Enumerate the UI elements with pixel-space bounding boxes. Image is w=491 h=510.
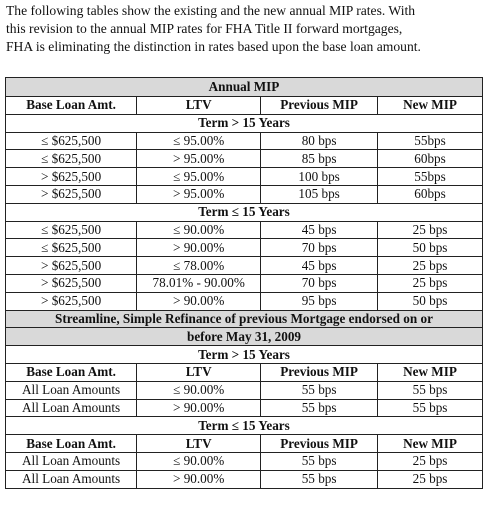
table-cell: ≤ 90.00% [137,381,261,399]
table-cell: 95 bps [261,292,378,310]
table-cell: 70 bps [261,274,378,292]
table-cell: ≤ $625,500 [6,239,137,257]
table-cell: ≤ 90.00% [137,221,261,239]
column-header: Previous MIP [261,363,378,381]
table-cell: > $625,500 [6,257,137,275]
table-cell: 60bps [378,150,483,168]
table-cell: 25 bps [378,257,483,275]
term-header: Term ≤ 15 Years [6,417,483,435]
table-cell: > $625,500 [6,185,137,203]
table-row [6,399,483,417]
table-cell: 55bps [378,168,483,186]
column-header: LTV [137,363,261,381]
table-cell: 45 bps [261,221,378,239]
term-header: Term > 15 Years [6,346,483,364]
table-row [6,381,483,399]
table-cell: > 95.00% [137,185,261,203]
streamline-header: before May 31, 2009 [6,328,483,346]
table-cell: ≤ 95.00% [137,168,261,186]
table-row [6,452,483,470]
table-row [6,150,483,168]
table-cell: 100 bps [261,168,378,186]
table-cell: 55 bps [261,470,378,488]
table-row [6,470,483,488]
table-row [6,168,483,186]
table-cell: All Loan Amounts [6,381,137,399]
table-cell: > $625,500 [6,274,137,292]
column-header: Base Loan Amt. [6,435,137,453]
column-header: Base Loan Amt. [6,363,137,381]
table-row [6,239,483,257]
column-header: Previous MIP [261,435,378,453]
intro-line: FHA is eliminating the distinction in rates based upon the base loan amount. [6,39,421,54]
table-cell: ≤ 95.00% [137,132,261,150]
table-row [6,132,483,150]
table-row [6,257,483,275]
table-cell: ≤ 90.00% [137,452,261,470]
table-cell: 55 bps [378,381,483,399]
table-cell: 85 bps [261,150,378,168]
column-header: Base Loan Amt. [6,97,137,115]
table-cell: > $625,500 [6,292,137,310]
column-header: New MIP [378,363,483,381]
column-header: New MIP [378,97,483,115]
column-header: LTV [137,97,261,115]
annual-mip-table [5,77,483,489]
table-cell: ≤ $625,500 [6,221,137,239]
table-cell: All Loan Amounts [6,452,137,470]
table-cell: > 90.00% [137,399,261,417]
intro-paragraph [6,2,486,56]
table-cell: 25 bps [378,452,483,470]
table-cell: 60bps [378,185,483,203]
table-cell: 50 bps [378,292,483,310]
column-header: New MIP [378,435,483,453]
table-cell: > 90.00% [137,292,261,310]
intro-line: The following tables show the existing and the new annual MIP rates. With [6,3,416,18]
table-row [6,221,483,239]
term-header: Term > 15 Years [6,114,483,132]
table-cell: 78.01% - 90.00% [137,274,261,292]
column-header: LTV [137,435,261,453]
table-cell: > $625,500 [6,168,137,186]
term-header: Term ≤ 15 Years [6,203,483,221]
table-cell: ≤ 78.00% [137,257,261,275]
table-cell: 25 bps [378,274,483,292]
streamline-header: Streamline, Simple Refinance of previous Mortgage endorsed on or [6,310,483,328]
table-cell: 55 bps [261,399,378,417]
table-cell: ≤ $625,500 [6,132,137,150]
table-cell: > 95.00% [137,150,261,168]
table-cell: 55bps [378,132,483,150]
table-cell: ≤ $625,500 [6,150,137,168]
table-row [6,292,483,310]
table-row [6,185,483,203]
table-row [6,274,483,292]
table-cell: 55 bps [261,381,378,399]
table-title: Annual MIP [6,78,483,97]
table-cell: 25 bps [378,470,483,488]
table-cell: 105 bps [261,185,378,203]
table-cell: 55 bps [261,452,378,470]
table-cell: 70 bps [261,239,378,257]
table-cell: > 90.00% [137,470,261,488]
intro-line: this revision to the annual MIP rates for FHA Title II forward mortgages, [6,21,403,36]
table-cell: > 90.00% [137,239,261,257]
column-header: Previous MIP [261,97,378,115]
table-cell: 55 bps [378,399,483,417]
table-cell: 50 bps [378,239,483,257]
table-cell: All Loan Amounts [6,399,137,417]
table-cell: 80 bps [261,132,378,150]
table-cell: 25 bps [378,221,483,239]
table-cell: All Loan Amounts [6,470,137,488]
table-cell: 45 bps [261,257,378,275]
